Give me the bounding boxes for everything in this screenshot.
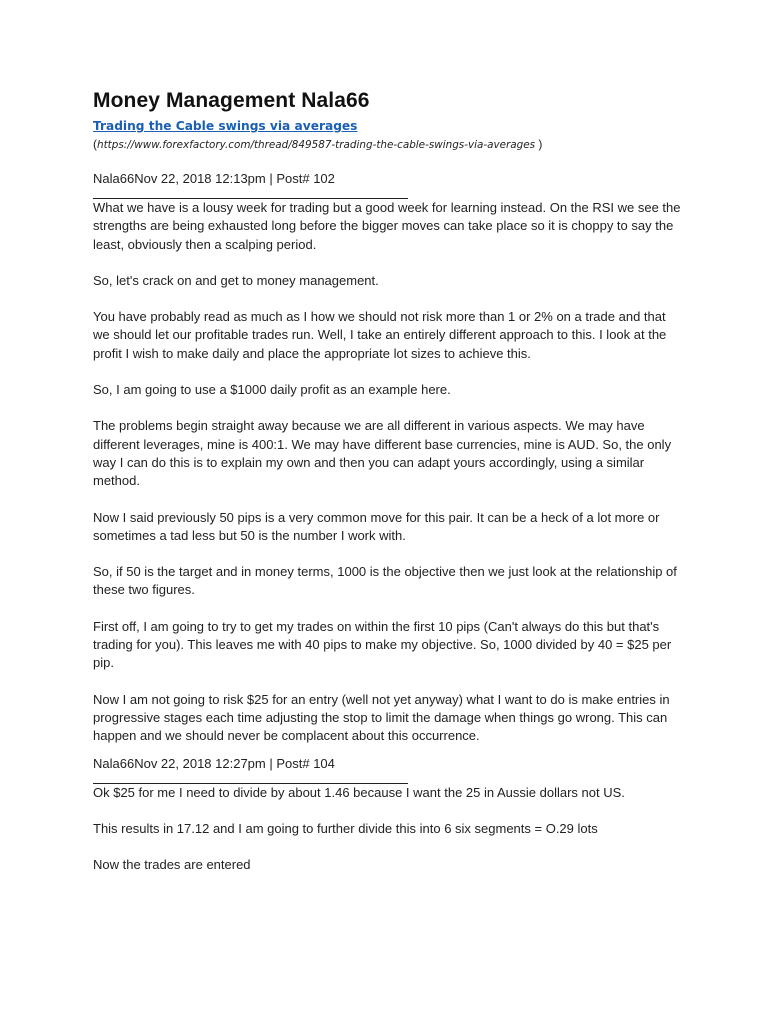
document-title: Money Management Nala66 bbox=[93, 89, 370, 112]
divider bbox=[93, 773, 408, 784]
thread-link[interactable]: Trading the Cable swings via averages bbox=[93, 119, 358, 133]
post bbox=[93, 170, 683, 746]
url-line bbox=[93, 136, 683, 154]
paragraph: Ok $25 for me I need to divide by about 1.46 because I want the 25 in Aussie dollars not US. bbox=[93, 784, 625, 800]
paragraph: The problems begin straight away because we are all different in various aspects. We may have different leverages, mine is 400:1. We may have different base currencies, mine is AUD. So, the only way I can do this is to explain my own and then you can adapt yours accordingly, using a similar method. bbox=[93, 418, 672, 489]
paragraph: This results in 17.12 and I am going to further divide this into 6 six segments = O.29 lots bbox=[93, 820, 598, 836]
paragraph: Now I am not going to risk $25 for an entry (well not yet anyway) what I want to do is make entries in progressive stages each time adjusting the stop to limit the damage when things go wrong. This can happen and we should never be complacent about this occurrence. bbox=[93, 691, 670, 744]
post bbox=[93, 755, 683, 875]
post-header: Nala66Nov 22, 2018 12:27pm | Post# 104 bbox=[93, 755, 335, 771]
url-open-paren: ( bbox=[93, 137, 97, 151]
paragraph: First off, I am going to try to get my trades on within the first 10 pips (Can't always do this but that's trading for you). This leaves me with 40 pips to make my objective. So, 1000 divided by 40 = $25 per pip. bbox=[93, 618, 672, 671]
paragraph: So, let's crack on and get to money management. bbox=[93, 272, 379, 288]
paragraph: You have probably read as much as I how we should not risk more than 1 or 2% on a trade and that we should let our profitable trades run. Well, I take an entirely different approach to this. I look at the profit I wish to make daily and place the appropriate lot sizes to achieve this. bbox=[93, 309, 667, 361]
paragraph: What we have is a lousy week for trading but a good week for learning instead. On the RSI we see the strengths are being exhausted long before the bigger moves can take place so it is choppy to say the least, obviously then a scalping period. bbox=[93, 200, 681, 252]
paragraph: So, I am going to use a $1000 daily profit as an example here. bbox=[93, 382, 451, 398]
thread-url[interactable]: https://www.forexfactory.com/thread/849587-trading-the-cable-swings-via-averages bbox=[97, 139, 536, 151]
divider bbox=[93, 188, 408, 199]
url-close-paren: ) bbox=[535, 137, 543, 151]
paragraph: Now I said previously 50 pips is a very common move for this pair. It can be a heck of a lot more or sometimes a tad less but 50 is the number I work with. bbox=[93, 509, 660, 543]
post-header: Nala66Nov 22, 2018 12:13pm | Post# 102 bbox=[93, 171, 335, 186]
paragraph: Now the trades are entered bbox=[93, 857, 251, 873]
document-page bbox=[93, 88, 683, 874]
paragraph: So, if 50 is the target and in money terms, 1000 is the objective then we just look at the relationship of these two figures. bbox=[93, 564, 677, 598]
